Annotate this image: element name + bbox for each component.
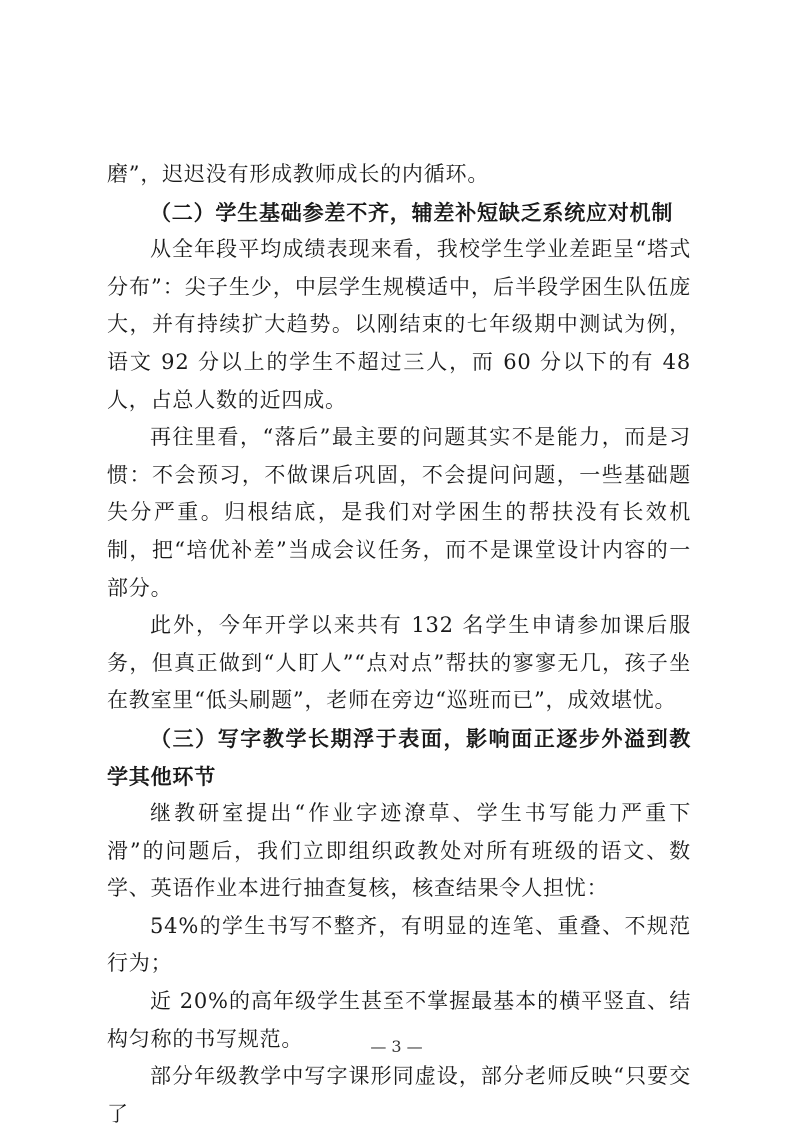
- document-body: [107, 156, 691, 1133]
- paragraph-stat-54: 54%的学生书写不整齐，有明显的连笔、重叠、不规范行为；: [107, 913, 691, 976]
- section-heading-3: （三）写字教学长期浮于表面，影响面正逐步外溢到教学其他环节: [107, 725, 691, 789]
- paragraph-stat-20: 近 20%的高年级学生甚至不掌握最基本的横平竖直、结构匀称的书写规范。: [107, 989, 691, 1051]
- paragraph-writing-class: 部分年级教学中写字课形同虚设，部分老师反映“只要交了: [107, 1064, 691, 1126]
- paragraph-after-school: 此外，今年开学以来共有 132 名学生申请参加课后服务，但真正做到“人盯人”“点对点”帮扶的寥寥无几，孩子坐在教室里“低头刷题”，老师在旁边“巡班而已”，成效堪忧。: [107, 613, 691, 713]
- paragraph-continuation: 磨”，迟迟没有形成教师成长的内循环。: [107, 162, 490, 186]
- paragraph-inspection: 继教研室提出“作业字迹潦草、学生书写能力严重下滑”的问题后，我们立即组织政教处对所有班级的语文、数学、英语作业本进行抽查复核，核查结果令人担忧：: [107, 801, 691, 901]
- paragraph-habits: 再往里看，“落后”最主要的问题其实不是能力，而是习惯：不会预习，不做课后巩固，不会提问问题，一些基础题失分严重。归根结底，是我们对学困生的帮扶没有长效机制，把“培优补差”当成会议任务，而不是课堂设计内容的一部分。: [107, 425, 691, 600]
- paragraph-distribution: 从全年段平均成绩表现来看，我校学生学业差距呈“塔式分布”：尖子生少，中层学生规模适中，后半段学困生队伍庞大，并有持续扩大趋势。以刚结束的七年级期中测试为例，语文 92 分以上的学生不超过三人，而 60 分以下的有 48 人，占总人数的近四成。: [107, 237, 691, 412]
- section-heading-2: （二）学生基础参差不齐，辅差补短缺乏系统应对机制: [150, 199, 674, 225]
- page-number: — 3 —: [370, 1037, 423, 1056]
